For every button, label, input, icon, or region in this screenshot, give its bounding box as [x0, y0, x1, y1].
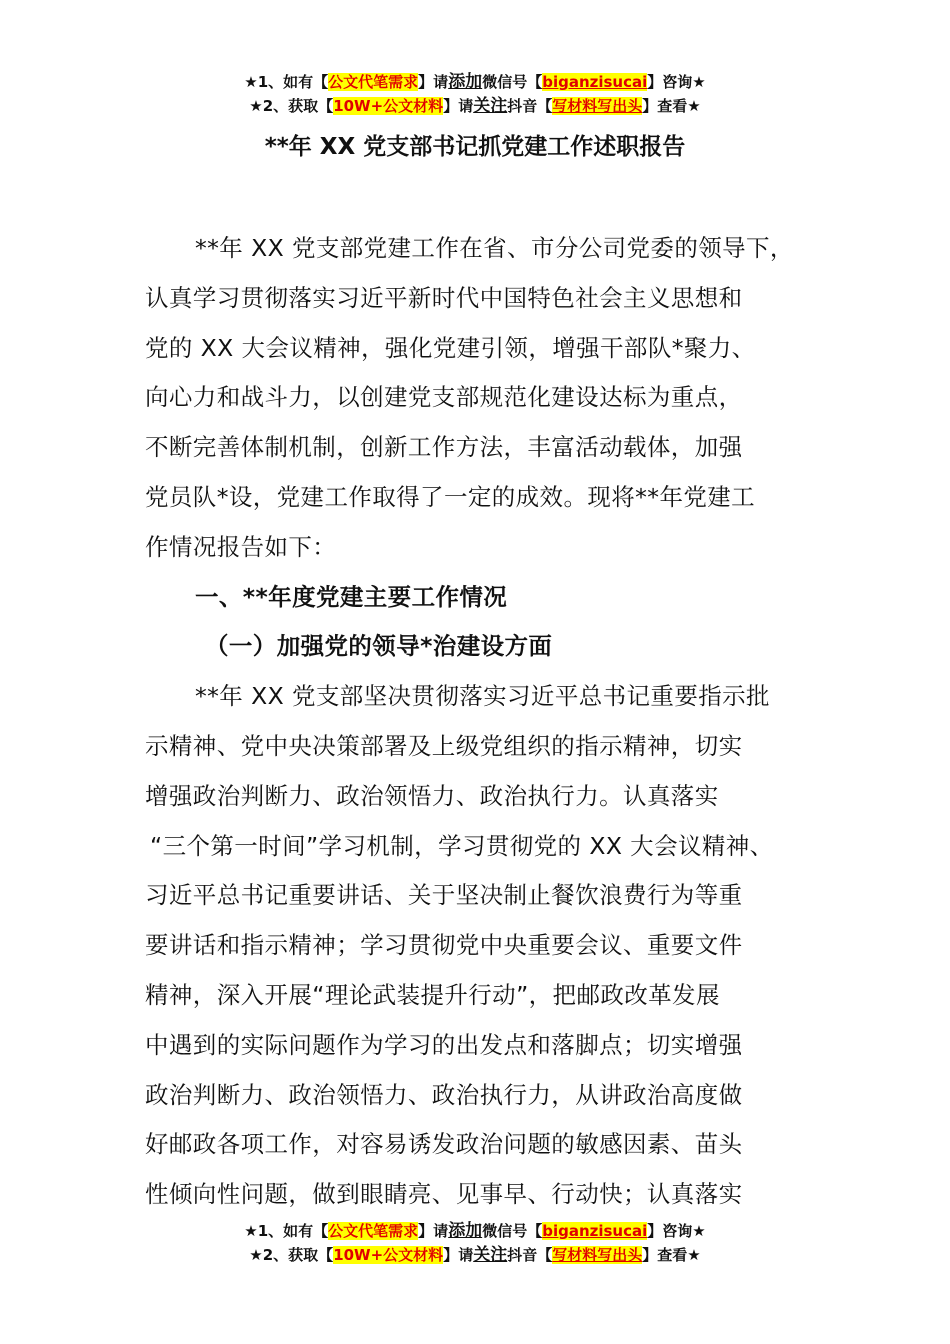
paragraph-line: 性倾向性问题，做到眼睛亮、见事早、行动快；认真落实 — [145, 1180, 743, 1209]
banner-text: 】请 — [418, 73, 449, 91]
paragraph-line: “三个第一时间”学习机制，学习贯彻党的 XX 大会议精神、 — [150, 831, 774, 860]
banner-line-1 — [0, 70, 950, 94]
banner-text: ★1、如有【 — [244, 1222, 329, 1240]
banner-text: 微信号【 — [482, 1222, 543, 1240]
header-banner — [0, 70, 950, 118]
paragraph-line: 党员队*设，党建工作取得了一定的成效。现将**年党建工 — [145, 483, 756, 511]
banner-text: ★2、获取【 — [249, 97, 334, 115]
paragraph-line: 政治判断力、政治领悟力、政治执行力，从讲政治高度做 — [145, 1080, 743, 1109]
banner-text: 微信号【 — [482, 73, 543, 91]
banner-text: 】咨询★ — [647, 73, 706, 91]
paragraph-line: 示精神、党中央决策部署及上级党组织的指示精神，切实 — [145, 732, 743, 760]
paragraph-line: 作情况报告如下： — [145, 532, 337, 561]
paragraph-line: 习近平总书记重要讲话、关于坚决制止餐饮浪费行为等重 — [145, 881, 743, 910]
paragraph-line: **年 XX 党支部党建工作在省、市分公司党委的领导下， — [195, 234, 794, 262]
paragraph-line: 中遇到的实际问题作为学习的出发点和落脚点；切实增强 — [145, 1030, 743, 1059]
wechat-id: biganzisucai — [542, 73, 648, 91]
paragraph-line: 增强政治判断力、政治领悟力、政治执行力。认真落实 — [145, 781, 719, 810]
douyin-id: 写材料写出头 — [552, 97, 643, 115]
paragraph-line: 精神，深入开展“理论武装提升行动”，把邮政改革发展 — [145, 981, 720, 1009]
banner-line-2 — [0, 1243, 950, 1267]
banner-line-2 — [0, 94, 950, 118]
douyin-id: 写材料写出头 — [552, 1246, 643, 1264]
section-heading: 一、**年度党建主要工作情况 — [195, 582, 508, 611]
banner-line-1 — [0, 1219, 950, 1243]
banner-emphasis: 添加 — [448, 72, 483, 92]
banner-text: 抖音【 — [507, 97, 553, 115]
paragraph-line: **年 XX 党支部坚决贯彻落实习近平总书记重要指示批 — [195, 682, 770, 711]
banner-text: 】查看★ — [642, 97, 701, 115]
paragraph-line: 不断完善体制机制，创新工作方法，丰富活动载体，加强 — [145, 433, 743, 462]
banner-text: ★2、获取【 — [249, 1246, 334, 1264]
banner-text: ★1、如有【 — [244, 73, 329, 91]
banner-highlight: 公文代笔需求 — [328, 73, 419, 91]
banner-emphasis: 添加 — [448, 1221, 483, 1241]
banner-text: 】请 — [443, 97, 474, 115]
paragraph-line: 要讲话和指示精神；学习贯彻党中央重要会议、重要文件 — [145, 931, 743, 960]
banner-text: 】请 — [443, 1246, 474, 1264]
wechat-id: biganzisucai — [542, 1222, 648, 1240]
paragraph-line: 党的 XX 大会议精神，强化党建引领，增强干部队*聚力、 — [145, 333, 756, 362]
banner-text: 】查看★ — [642, 1246, 701, 1264]
banner-text: 】咨询★ — [647, 1222, 706, 1240]
banner-emphasis: 关注 — [473, 1245, 508, 1265]
banner-text: 】请 — [418, 1222, 449, 1240]
banner-text: 抖音【 — [507, 1246, 553, 1264]
paragraph-line: 好邮政各项工作，对容易诱发政治问题的敏感因素、苗头 — [145, 1130, 743, 1159]
paragraph-line: 认真学习贯彻落实习近平新时代中国特色社会主义思想和 — [145, 283, 743, 312]
section-heading: （一）加强党的领导*治建设方面 — [205, 632, 553, 661]
document-title: **年 XX 党支部书记抓党建工作述职报告 — [264, 134, 686, 160]
footer-banner — [0, 1219, 950, 1267]
paragraph-line: 向心力和战斗力，以创建党支部规范化建设达标为重点， — [145, 383, 743, 412]
banner-highlight: 10W+公文材料 — [333, 1246, 444, 1264]
banner-highlight: 10W+公文材料 — [333, 97, 444, 115]
banner-highlight: 公文代笔需求 — [328, 1222, 419, 1240]
banner-emphasis: 关注 — [473, 96, 508, 116]
